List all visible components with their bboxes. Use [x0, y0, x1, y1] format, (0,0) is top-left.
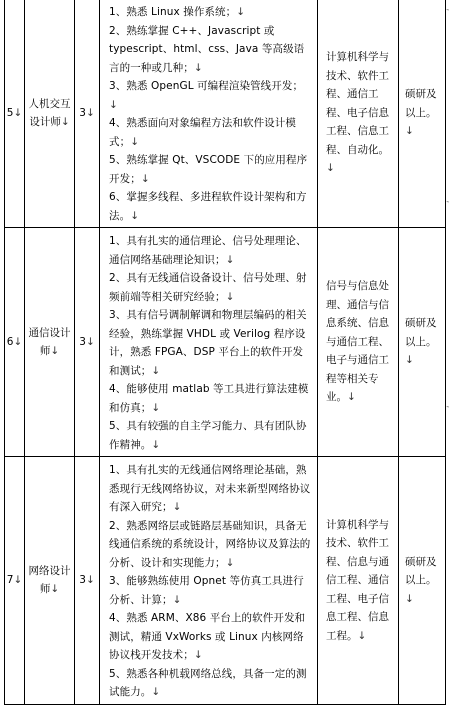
requirements-cell	[100, 457, 318, 705]
headcount: 3	[79, 106, 86, 119]
majors-text: 信号与信息处理、通信与信息系统、信息与通信工程、电子与通信工程等相关专业。	[326, 280, 389, 404]
education-text: 硕研及以上。	[405, 555, 437, 586]
return-arrow-icon: ↓	[151, 401, 161, 414]
return-arrow-icon: ↓	[347, 391, 356, 404]
job-title: 通信设计师	[28, 326, 71, 357]
return-arrow-icon: ↓	[13, 106, 23, 119]
job-requirements-table	[4, 0, 446, 705]
return-arrow-icon: ↓	[405, 592, 414, 605]
return-arrow-icon: ↓	[193, 61, 203, 74]
row-index: 5	[6, 106, 14, 119]
return-arrow-icon: ↓	[405, 354, 414, 367]
education-cell	[399, 0, 446, 228]
cell-end-mark-icon: ˺	[446, 406, 449, 416]
return-arrow-icon: ↓	[236, 6, 246, 18]
count-cell	[75, 228, 100, 457]
requirement-item: 4、熟悉 ARM、X86 平台上的软件开发和测试，精通 VxWorks 或 Linux 内核网络协议栈开发技术；↓	[109, 612, 306, 661]
requirement-item: 2、熟悉网络层或链路层基础知识，具备无线通信系统的系统设计，网络协议及算法的分析、设计和实现能力；↓	[109, 519, 311, 569]
return-arrow-icon: ↓	[151, 686, 161, 698]
return-arrow-icon: ↓	[405, 125, 414, 138]
return-arrow-icon: ↓	[130, 209, 140, 222]
education-cell	[399, 457, 446, 705]
return-arrow-icon: ↓	[13, 335, 23, 348]
requirement-item: 6、掌握多线程、多进程软件设计架构和方法。↓	[109, 191, 307, 222]
count-cell	[75, 457, 100, 705]
requirements-cell	[100, 228, 318, 457]
requirements-cell	[100, 0, 318, 228]
majors-text: 计算机科学与技术、软件工程、通信工程、电子信息工程、信息工程、自动化。	[326, 51, 389, 156]
return-arrow-icon: ↓	[109, 98, 118, 111]
return-arrow-icon: ↓	[326, 162, 335, 175]
return-arrow-icon: ↓	[225, 290, 235, 303]
requirement-item: 1、熟悉 Linux 操作系统；↓	[109, 6, 246, 18]
return-arrow-icon: ↓	[193, 649, 203, 661]
count-cell	[75, 0, 100, 228]
job-title: 人机交互设计师	[28, 97, 71, 128]
requirement-item: 5、具有较强的自主学习能力、具有团队协作精神。↓	[109, 420, 307, 451]
requirement-item: 1、具有扎实的通信理论、信号处理理论、通信网络基础理论知识；↓	[109, 235, 307, 266]
requirement-item: 5、熟练掌握 Qt、VSCODE 下的应用程序开发；↓	[109, 154, 308, 185]
return-arrow-icon: ↓	[151, 364, 161, 377]
job-title-cell	[25, 0, 75, 228]
education-text: 硕研及以上。	[405, 88, 437, 119]
return-arrow-icon: ↓	[50, 345, 60, 357]
requirement-item: 1、具有扎实的无线通信网络理论基础，熟悉现行无线网络协议，对未来新型网络协议有深入研究；↓	[109, 464, 311, 513]
return-arrow-icon: ↓	[85, 106, 95, 119]
requirement-item: 3、能够熟练使用 Opnet 等仿真工具进行分析、计算；↓	[109, 575, 304, 606]
cell-end-mark-icon: ˺	[446, 9, 449, 19]
education-text: 硕研及以上。	[405, 317, 437, 348]
return-arrow-icon: ↓	[225, 253, 235, 266]
requirement-item: 5、熟悉各种机载网络总线，具备一定的测试能力。↓	[109, 667, 307, 698]
return-arrow-icon: ↓	[85, 335, 95, 348]
return-arrow-icon: ↓	[13, 574, 23, 586]
table-row	[5, 0, 446, 228]
requirement-item: 3、熟悉 OpenGL 可编程渲染管线开发；↓	[109, 80, 304, 111]
majors-text: 计算机科学与技术、软件工程、信息与通信工程、通信工程、电子信息工程、信息工程。	[326, 518, 389, 642]
return-arrow-icon: ↓	[85, 574, 95, 586]
row-index-cell	[5, 457, 25, 705]
row-index: 7	[6, 574, 14, 586]
row-index-cell	[5, 0, 25, 228]
headcount: 3	[79, 574, 86, 586]
requirement-item: 4、能够使用 matlab 等工具进行算法建模和仿真；↓	[109, 383, 309, 414]
job-title-cell	[25, 457, 75, 705]
return-arrow-icon: ↓	[357, 629, 367, 642]
table-row	[5, 228, 446, 457]
majors-cell	[318, 228, 399, 457]
row-index: 6	[6, 335, 14, 348]
return-arrow-icon: ↓	[172, 593, 182, 606]
return-arrow-icon: ↓	[50, 583, 60, 596]
return-arrow-icon: ↓	[172, 501, 182, 513]
education-cell	[399, 228, 446, 457]
cell-end-mark-icon: ˺	[446, 201, 449, 211]
majors-cell	[318, 457, 399, 705]
table-row	[5, 457, 446, 705]
requirement-item: 2、具有无线通信设备设计、信号处理、射频前端等相关研究经验；↓	[109, 272, 307, 303]
headcount: 3	[79, 335, 86, 348]
return-arrow-icon: ↓	[140, 172, 150, 185]
requirement-item: 3、具有信号调制解调和物理层编码的相关经验，熟练掌握 VHDL 或 Verilog 程序设计，熟悉 FPGA、DSP 平台上的软件开发和测试；↓	[109, 309, 307, 377]
return-arrow-icon: ↓	[151, 438, 161, 451]
job-title-cell	[25, 228, 75, 457]
return-arrow-icon: ↓	[60, 116, 70, 128]
return-arrow-icon: ↓	[225, 556, 235, 569]
majors-cell	[318, 0, 399, 228]
row-index-cell	[5, 228, 25, 457]
requirement-item: 2、熟练掌握 C++、Javascript 或 typescript、html、css、Java 等高级语言的一种或几种；↓	[109, 24, 305, 74]
job-title: 网络设计师	[28, 564, 71, 596]
requirement-item: 4、熟悉面向对象编程方法和软件设计模式；↓	[109, 117, 296, 148]
return-arrow-icon: ↓	[130, 135, 140, 148]
